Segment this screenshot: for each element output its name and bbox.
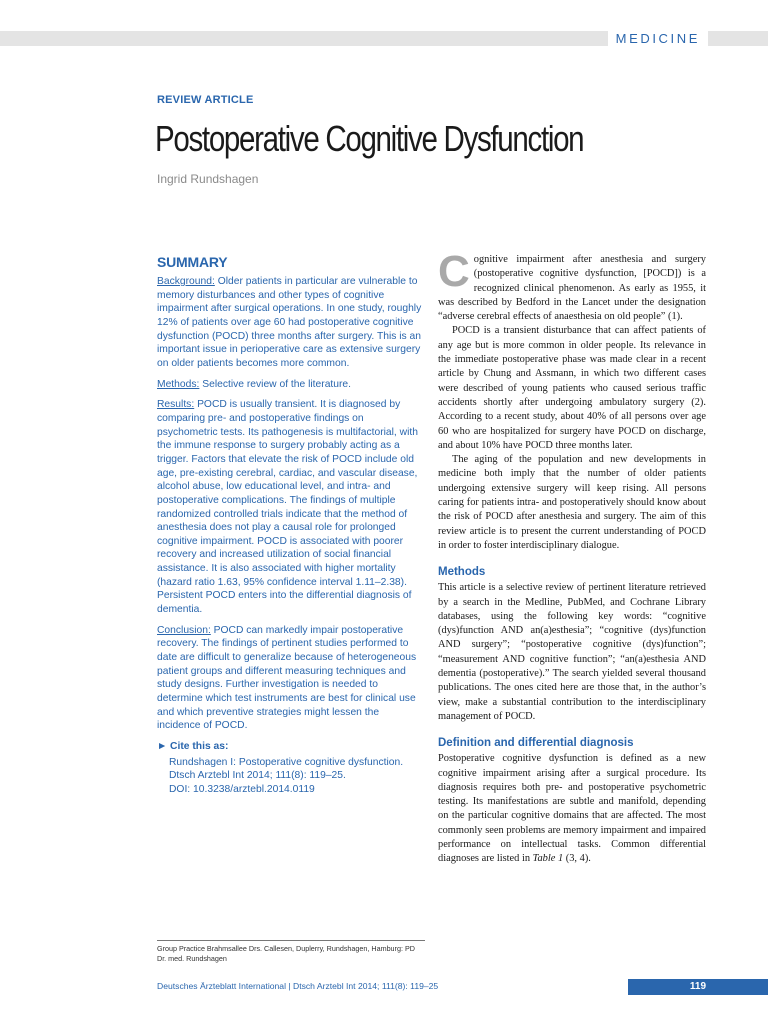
conclusion-text: POCD can markedly impair postoperative recovery. The findings of pertinent studies performed to date are difficult to generalize because of heterogeneous patient groups and different measuring techniques and study designs. Further investigation is needed to determine which test instruments are best for clinical use and which preventive strategies might lessen the incidence of POCD. xyxy=(157,624,417,732)
methods-paragraph: This article is a selective review of pertinent literature retrieved by a search in the Medline, PubMed, and Cochrane Library databases, using the following key words: “cognitive (dys)function AND an(a)esthesia”; “cognitive (dys)function AND surgery”; “postoperative cognitive (dys)function”; “measurement AND cognitive function”; “an(a)esthesia AND dementia (postoperative).” The search yielded several thousand publications. The ones cited here are those that, in the author’s view, make a substantial contribution to the interdisciplinary management of POCD. xyxy=(438,582,706,722)
article-type: REVIEW ARTICLE xyxy=(157,94,254,106)
intro-text: ognitive impairment after anesthesia and surgery (postoperative cognitive dysfunction, [POCD]) is a recognized clinical phenomenon. As early as 1955, it was described by Bedford in the Lancet under the designation “adverse cerebral effects of anaesthesia on old people” (1). xyxy=(438,254,706,323)
citation-line: Rundshagen I: Postoperative cognitive dysfunction. xyxy=(169,756,404,768)
summary-conclusion xyxy=(157,624,425,733)
background-text: Older patients in particular are vulnerable to memory disturbances and other types of cognitive impairment after surgical operations. In one study, roughly 12% of patients over age 60 had postoperative cognitive dysfunction (POCD) three months after surgery. This is an important issue in perioperative care as extensive surgery on older patients becomes more common. xyxy=(157,276,422,369)
summary-heading: SUMMARY xyxy=(157,254,228,270)
journal-footer: Deutsches Ärzteblatt International | Dtsch Arztebl Int 2014; 111(8): 119–25 xyxy=(157,981,439,991)
intro-paragraph xyxy=(438,247,706,324)
body-text-column xyxy=(438,247,706,867)
methods-text: Selective review of the literature. xyxy=(199,378,352,390)
citation-line: Dtsch Arztebl Int 2014; 111(8): 119–25. xyxy=(169,770,346,782)
section-label: MEDICINE xyxy=(608,31,708,46)
definition-refs: (3, 4). xyxy=(563,853,591,865)
affiliation-footnote: Group Practice Brahmsallee Drs. Callesen, Duplerry, Rundshagen, Hamburg: PD Dr. med. Rundshagen xyxy=(157,940,425,963)
page-number: 119 xyxy=(628,979,768,995)
article-title: Postoperative Cognitive Dysfunction xyxy=(155,118,584,159)
body-paragraph: POCD is a transient disturbance that can affect patients of any age but is more common in older people. Its relevance in the immediate postoperative phase was made clear in a recent article by Chung and Assmann, in which two different cases were described of young patients who caused serious traffic accidents shortly after undergoing ambulatory surgery (2). According to a recent study, about 40% of all persons over age 60 who are hospitalized for surgery have POCD on discharge, and about 10% have POCD three months later. xyxy=(438,325,706,451)
summary-methods xyxy=(157,378,425,392)
summary-box xyxy=(157,253,425,797)
drop-cap: C xyxy=(438,247,470,296)
results-label: Results: xyxy=(157,399,195,411)
conclusion-label: Conclusion: xyxy=(157,624,211,636)
background-label: Background: xyxy=(157,276,215,287)
definition-text: Postoperative cognitive dysfunction is defined as a new cognitive impairment arising after a surgical procedure. Its diagnosis requires both pre- and postoperative psychometric testing. Its manifestations are subtle and manifold, depending on the particular cognitive domains that are affected. The most commonly seen problems are memory impairment and impaired performance on intellectual tasks. Common differential diagnoses are listed in xyxy=(438,753,706,865)
body-paragraph: The aging of the population and new developments in medicine both imply that the number of older patients undergoing extensive surgery will keep rising. All persons caring for patients intra- and postoperatively should know about the risk of POCD after anesthesia and surgery. The aim of this review article is to present the current understanding of POCD in order to foster interdisciplinary dialogue. xyxy=(438,454,706,551)
doi-link[interactable]: DOI: 10.3238/arztebl.2014.0119 xyxy=(169,783,315,795)
definition-paragraph xyxy=(438,752,706,866)
author-name: Ingrid Rundshagen xyxy=(157,172,259,186)
citation xyxy=(169,756,425,797)
table-reference[interactable]: Table 1 xyxy=(532,853,564,865)
results-text: POCD is usually transient. It is diagnosed by comparing pre- and postoperative findings on psychometric tests. Its pathogenesis is multifactorial, with the immune response to surgery probably acting as a trigger. Factors that elevate the risk of POCD include old age, pre-existing cerebral, cardiac, and vascular disease, alcohol abuse, low educational level, and intra- and postoperative complications. The findings of multiple randomized controlled trials indicate that the method of anesthesia does not play a causal role for prolonged cognitive impairment. POCD is associated with poorer recovery and increased utilization of social financial assistance. It is also associated with higher mortality (hazard ratio 1.63, 95% confidence interval 1.11–2.38). Persistent POCD enters into the differential diagnosis of dementia. xyxy=(157,399,418,616)
definition-heading: Definition and differential diagnosis xyxy=(438,737,634,750)
summary-results xyxy=(157,398,425,617)
cite-heading: ► Cite this as: xyxy=(157,741,229,752)
methods-label: Methods: xyxy=(157,378,200,390)
methods-heading: Methods xyxy=(438,566,486,579)
summary-background xyxy=(157,275,425,371)
